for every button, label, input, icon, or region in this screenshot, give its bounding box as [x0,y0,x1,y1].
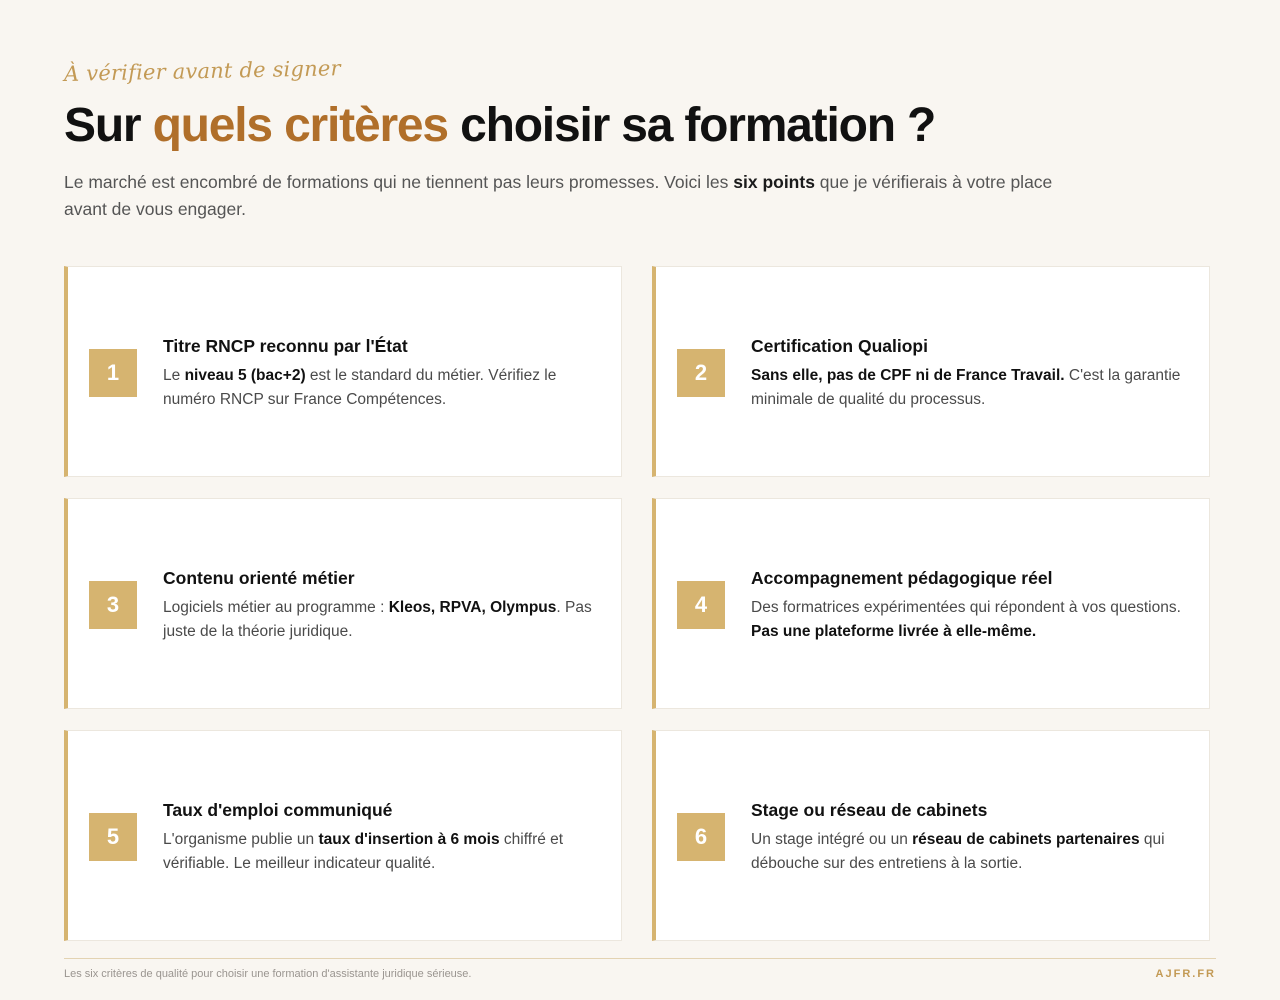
criterion-title: Accompagnement pédagogique réel [751,568,1053,588]
criterion-title: Titre RNCP reconnu par l'État [163,336,408,356]
criterion-card-1 [64,266,622,477]
footer-caption: Les six critères de qualité pour choisir une formation d'assistante juridique sérieuse. [64,968,472,980]
desc-text: qui débouche sur des entretiens à la sortie. [751,831,1165,872]
intro-end: que je vérifierais à votre place avant de vous engager. [64,172,1053,219]
criterion-content [163,566,608,644]
criterion-card-5 [64,730,622,941]
desc-text: Un stage intégré ou un [751,831,913,848]
eyebrow-tagline: À vérifier avant de signer [63,56,341,86]
criterion-description [163,828,608,876]
desc-text: Le [163,367,185,384]
criterion-card-6 [652,730,1210,941]
desc-highlight: Kleos, RPVA, Olympus [388,599,557,616]
criterion-number-badge: 1 [89,349,137,397]
criterion-content [163,334,608,412]
desc-text: Des formatrices expérimentées qui répondent à vos questions. [751,599,1181,616]
criterion-content [751,798,1196,876]
desc-highlight: Sans elle, pas de CPF ni de France Travail. [751,367,1065,384]
criterion-card-4 [652,498,1210,709]
desc-highlight: Pas une plateforme livrée à elle-même. [751,623,1037,640]
criterion-number-badge: 6 [677,813,725,861]
desc-text: Logiciels métier au programme : [163,599,389,616]
title-end: choisir sa formation ? [447,99,936,152]
title-accent: quels critères [152,99,448,152]
desc-highlight: niveau 5 (bac+2) [184,367,306,384]
criterion-number-badge: 5 [89,813,137,861]
criterion-title: Stage ou réseau de cabinets [751,800,988,820]
criterion-title: Contenu orienté métier [163,568,355,588]
intro-highlight: six points [733,172,815,192]
criterion-description [751,596,1196,644]
intro-paragraph [64,169,1064,223]
criterion-description [751,364,1196,412]
criterion-number-badge: 2 [677,349,725,397]
criterion-title: Certification Qualiopi [751,336,928,356]
intro-start: Le marché est encombré de formations qui ne tiennent pas leurs promesses. Voici les [64,172,734,192]
criterion-card-3 [64,498,622,709]
page-title [64,98,935,153]
desc-text: C'est la garantie minimale de qualité du processus. [751,367,1181,408]
criterion-number-badge: 4 [677,581,725,629]
criterion-number-badge: 3 [89,581,137,629]
criterion-content [163,798,608,876]
desc-text: est le standard du métier. Vérifiez le numéro RNCP sur France Compétences. [163,367,557,408]
desc-text: . Pas juste de la théorie juridique. [163,599,592,640]
criterion-title: Taux d'emploi communiqué [163,800,393,820]
criterion-description [751,828,1196,876]
criterion-description [163,596,608,644]
desc-highlight: réseau de cabinets partenaires [912,831,1140,848]
title-start: Sur [64,99,153,152]
criterion-description [163,364,608,412]
desc-highlight: taux d'insertion à 6 mois [318,831,500,848]
criterion-card-2 [652,266,1210,477]
criterion-content [751,566,1196,644]
footer-brand: AJFR.FR [1155,968,1216,980]
desc-text: chiffré et vérifiable. Le meilleur indicateur qualité. [163,831,564,872]
criterion-content [751,334,1196,412]
footer-divider [64,958,1216,959]
desc-text: L'organisme publie un [163,831,319,848]
